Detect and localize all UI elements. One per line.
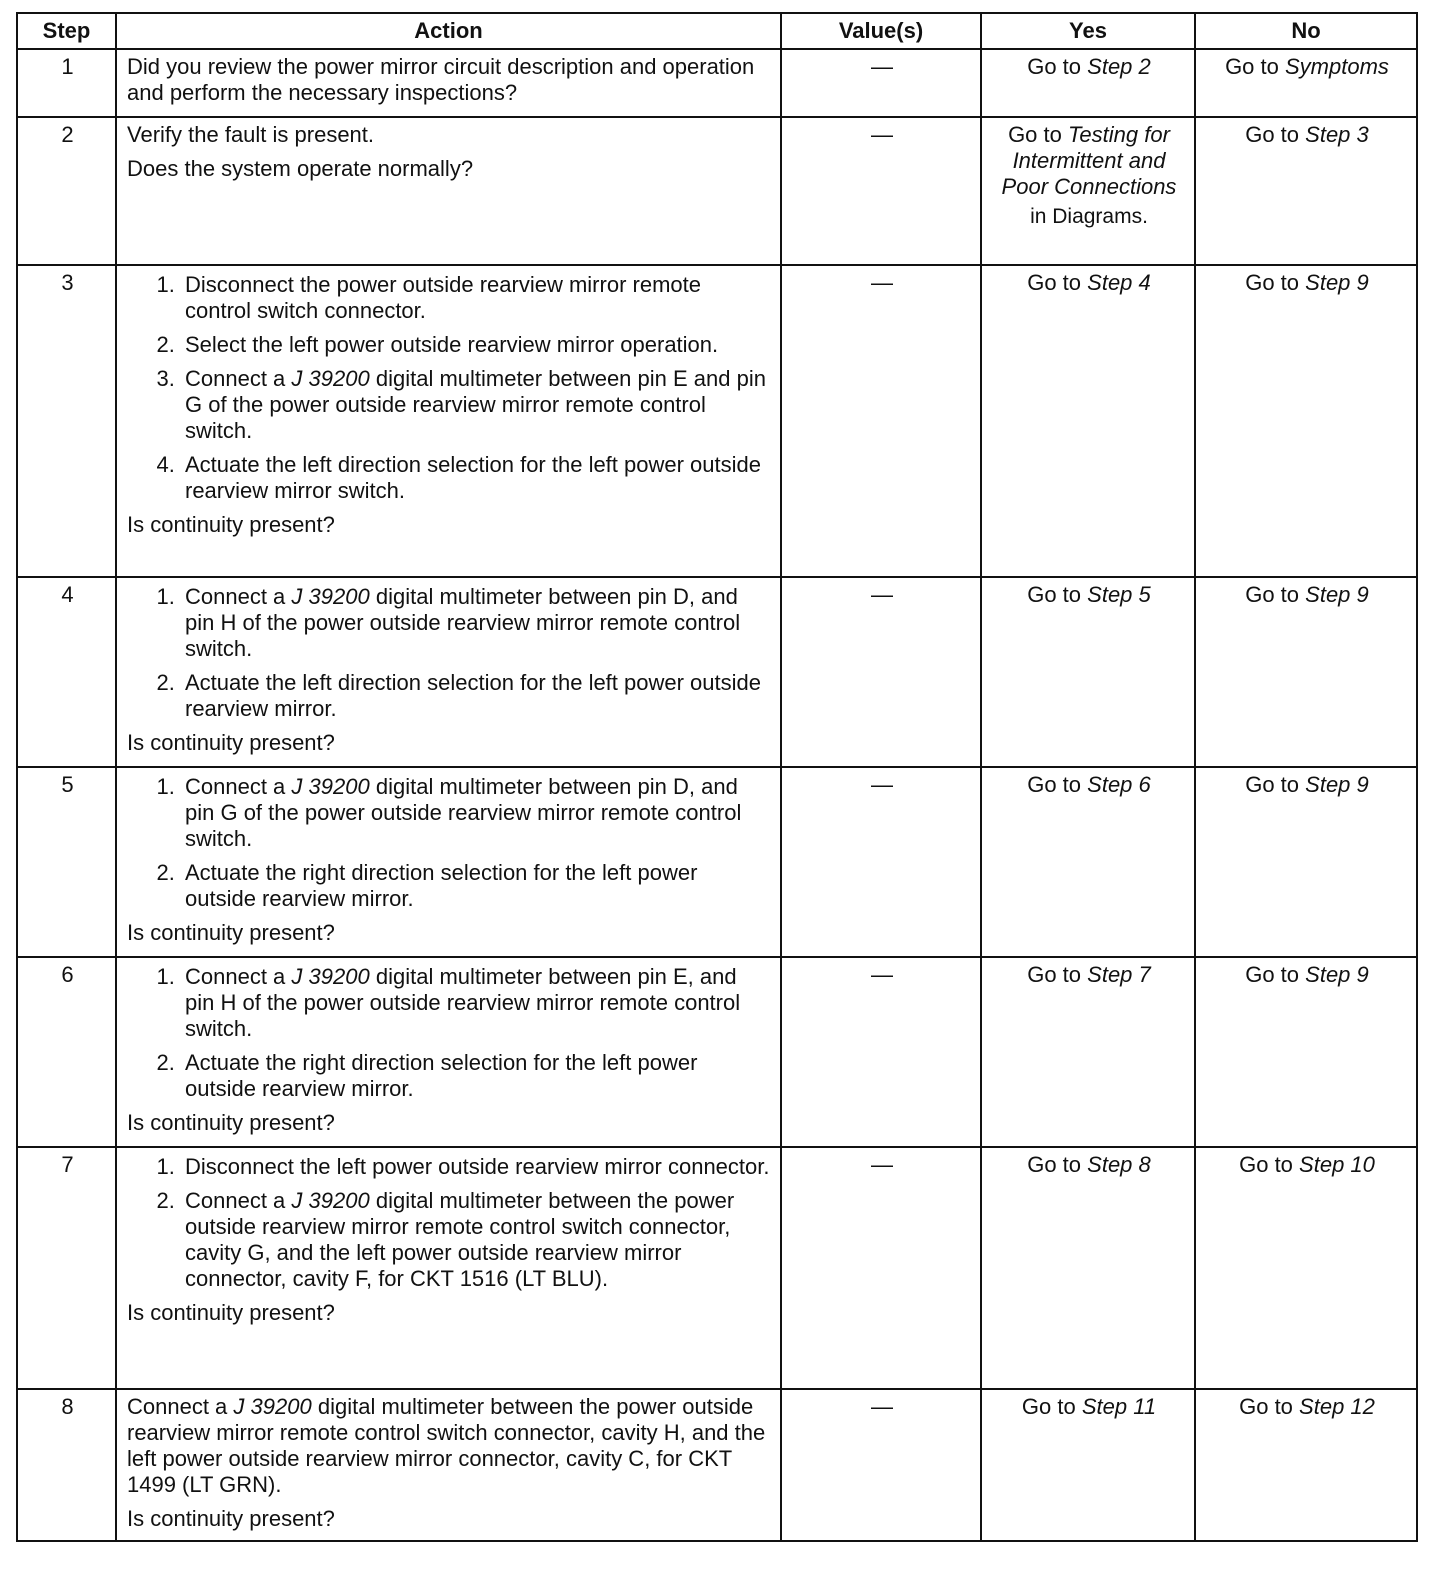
action-step-item xyxy=(181,1188,772,1292)
no-cell xyxy=(1195,1147,1417,1389)
yes-prefix: Go to xyxy=(1027,582,1082,607)
yes-ref: Testing for Intermittent and Poor Connections xyxy=(1001,122,1177,199)
tool-ref: J 39200 xyxy=(291,366,370,391)
no-ref: Step 3 xyxy=(1305,122,1369,147)
table-row xyxy=(17,577,1417,767)
yes-cell xyxy=(981,265,1195,577)
yes-prefix: Go to xyxy=(1008,122,1062,147)
yes-cell xyxy=(981,1147,1195,1389)
item-pre: Connect a xyxy=(127,1394,228,1419)
action-cell xyxy=(116,957,781,1147)
action-steps xyxy=(127,1154,772,1292)
item-pre: Connect a xyxy=(185,964,286,989)
table-row xyxy=(17,1147,1417,1389)
table-row xyxy=(17,767,1417,957)
action-step-item: 1. Disconnect the left power outside rearview mirror connector. xyxy=(181,1154,772,1180)
no-cell xyxy=(1195,1389,1417,1541)
header-yes: Yes xyxy=(981,13,1195,49)
item-post: digital multimeter between pin D, and pin G of the power outside rearview mirror remote control switch. xyxy=(185,774,742,851)
tool-ref: J 39200 xyxy=(233,1394,312,1419)
yes-prefix: Go to xyxy=(1021,1394,1076,1419)
action-cell xyxy=(116,767,781,957)
no-cell xyxy=(1195,957,1417,1147)
item-post: digital multimeter between pin E, and pin H of the power outside rearview mirror remote control switch. xyxy=(185,964,741,1041)
value-cell: — xyxy=(781,957,981,1147)
item-post: digital multimeter between the power outside rearview mirror remote control switch connector, cavity H, and the left power outside rearview mirror connector, cavity C, for CKT 1499 (LT GRN). xyxy=(127,1394,766,1497)
value-cell: — xyxy=(781,767,981,957)
action-cell xyxy=(116,49,781,117)
action-step-item: 2. Actuate the right direction selection for the left power outside rearview mirror. xyxy=(181,1050,772,1102)
diagnostic-table xyxy=(16,12,1418,1542)
action-question: Is continuity present? xyxy=(127,1300,335,1325)
yes-ref: Step 7 xyxy=(1087,962,1151,987)
yes-prefix: Go to xyxy=(1027,1152,1082,1177)
item-post: digital multimeter between pin E and pin G of the power outside rearview mirror remote control switch. xyxy=(185,366,766,443)
action-step-item xyxy=(181,366,772,444)
no-ref: Step 9 xyxy=(1305,270,1369,295)
yes-suffix: in Diagrams. xyxy=(1030,205,1148,228)
no-prefix: Go to xyxy=(1245,772,1300,797)
value-cell: — xyxy=(781,577,981,767)
step-number: 5 xyxy=(17,767,116,957)
action-step-item: 2. Select the left power outside rearview mirror operation. xyxy=(181,332,772,358)
no-prefix: Go to xyxy=(1245,270,1300,295)
action-step-item: 1. Disconnect the power outside rearview mirror remote control switch connector. xyxy=(181,272,772,324)
yes-ref: Step 11 xyxy=(1081,1394,1157,1419)
action-text: Verify the fault is present. xyxy=(127,122,375,147)
no-prefix: Go to xyxy=(1245,582,1300,607)
action-step-item: 2. Actuate the right direction selection for the left power outside rearview mirror. xyxy=(181,860,772,912)
tool-ref: J 39200 xyxy=(291,964,370,989)
value-cell: — xyxy=(781,265,981,577)
action-text: Did you review the power mirror circuit description and operation and perform the necessary inspections? xyxy=(127,54,755,105)
step-number: 7 xyxy=(17,1147,116,1389)
action-steps xyxy=(127,584,772,722)
no-ref: Step 9 xyxy=(1305,582,1369,607)
no-prefix: Go to xyxy=(1239,1152,1293,1177)
table-row xyxy=(17,957,1417,1147)
yes-prefix: Go to xyxy=(1027,270,1082,295)
action-step-item xyxy=(181,584,772,662)
yes-cell xyxy=(981,117,1195,265)
action-step-item xyxy=(181,964,772,1042)
step-number: 4 xyxy=(17,577,116,767)
value-cell: — xyxy=(781,49,981,117)
action-cell xyxy=(116,265,781,577)
no-ref: Step 9 xyxy=(1305,772,1369,797)
tool-ref: J 39200 xyxy=(291,584,370,609)
value-cell: — xyxy=(781,1389,981,1541)
no-prefix: Go to xyxy=(1225,54,1279,79)
action-question: Is continuity present? xyxy=(127,920,335,945)
no-ref: Symptoms xyxy=(1285,54,1389,79)
item-post: digital multimeter between the power outside rearview mirror remote control switch connector, cavity G, and the left power outside rearview mirror connector, cavity F, for CKT 1516 (LT BLU). xyxy=(185,1188,735,1291)
header-action: Action xyxy=(116,13,781,49)
tool-ref: J 39200 xyxy=(291,1188,370,1213)
value-cell: — xyxy=(781,1147,981,1389)
table-row xyxy=(17,1389,1417,1541)
header-row xyxy=(17,13,1417,49)
yes-cell xyxy=(981,577,1195,767)
yes-prefix: Go to xyxy=(1027,962,1082,987)
step-number: 3 xyxy=(17,265,116,577)
no-prefix: Go to xyxy=(1245,122,1300,147)
action-question: Does the system operate normally? xyxy=(127,156,474,181)
yes-prefix: Go to xyxy=(1027,54,1082,79)
step-number: 1 xyxy=(17,49,116,117)
action-cell xyxy=(116,117,781,265)
yes-cell xyxy=(981,767,1195,957)
tool-ref: J 39200 xyxy=(291,774,370,799)
header-no: No xyxy=(1195,13,1417,49)
no-ref: Step 9 xyxy=(1305,962,1369,987)
value-cell: — xyxy=(781,117,981,265)
yes-ref: Step 4 xyxy=(1087,270,1151,295)
item-pre: Connect a xyxy=(185,774,286,799)
step-number: 6 xyxy=(17,957,116,1147)
yes-cell xyxy=(981,957,1195,1147)
action-cell xyxy=(116,577,781,767)
no-cell xyxy=(1195,577,1417,767)
item-pre: Connect a xyxy=(185,366,286,391)
yes-cell xyxy=(981,1389,1195,1541)
yes-ref: Step 8 xyxy=(1087,1152,1151,1177)
no-cell xyxy=(1195,767,1417,957)
no-ref: Step 12 xyxy=(1299,1394,1375,1419)
action-steps xyxy=(127,964,772,1102)
table-row xyxy=(17,265,1417,577)
table-row xyxy=(17,49,1417,117)
no-prefix: Go to xyxy=(1239,1394,1293,1419)
action-cell xyxy=(116,1389,781,1541)
no-cell xyxy=(1195,265,1417,577)
no-cell xyxy=(1195,49,1417,117)
action-steps xyxy=(127,272,772,504)
action-text xyxy=(127,1394,772,1498)
item-post: digital multimeter between pin D, and pin H of the power outside rearview mirror remote control switch. xyxy=(185,584,741,661)
action-question: Is continuity present? xyxy=(127,730,335,755)
no-prefix: Go to xyxy=(1245,962,1300,987)
item-pre: Connect a xyxy=(185,1188,286,1213)
header-values: Value(s) xyxy=(781,13,981,49)
action-cell xyxy=(116,1147,781,1389)
yes-ref: Step 6 xyxy=(1087,772,1151,797)
yes-prefix: Go to xyxy=(1027,772,1082,797)
action-question: Is continuity present? xyxy=(127,1110,335,1135)
yes-ref: Step 2 xyxy=(1087,54,1151,79)
action-steps xyxy=(127,774,772,912)
table-row xyxy=(17,117,1417,265)
no-cell xyxy=(1195,117,1417,265)
yes-ref: Step 5 xyxy=(1087,582,1151,607)
step-number: 2 xyxy=(17,117,116,265)
step-number: 8 xyxy=(17,1389,116,1541)
action-step-item: 4. Actuate the left direction selection for the left power outside rearview mirror switch. xyxy=(181,452,772,504)
action-step-item: 2. Actuate the left direction selection for the left power outside rearview mirror. xyxy=(181,670,772,722)
no-ref: Step 10 xyxy=(1299,1152,1375,1177)
action-question: Is continuity present? xyxy=(127,512,335,537)
header-step: Step xyxy=(17,13,116,49)
action-question: Is continuity present? xyxy=(127,1506,335,1531)
item-pre: Connect a xyxy=(185,584,286,609)
action-step-item xyxy=(181,774,772,852)
yes-cell xyxy=(981,49,1195,117)
